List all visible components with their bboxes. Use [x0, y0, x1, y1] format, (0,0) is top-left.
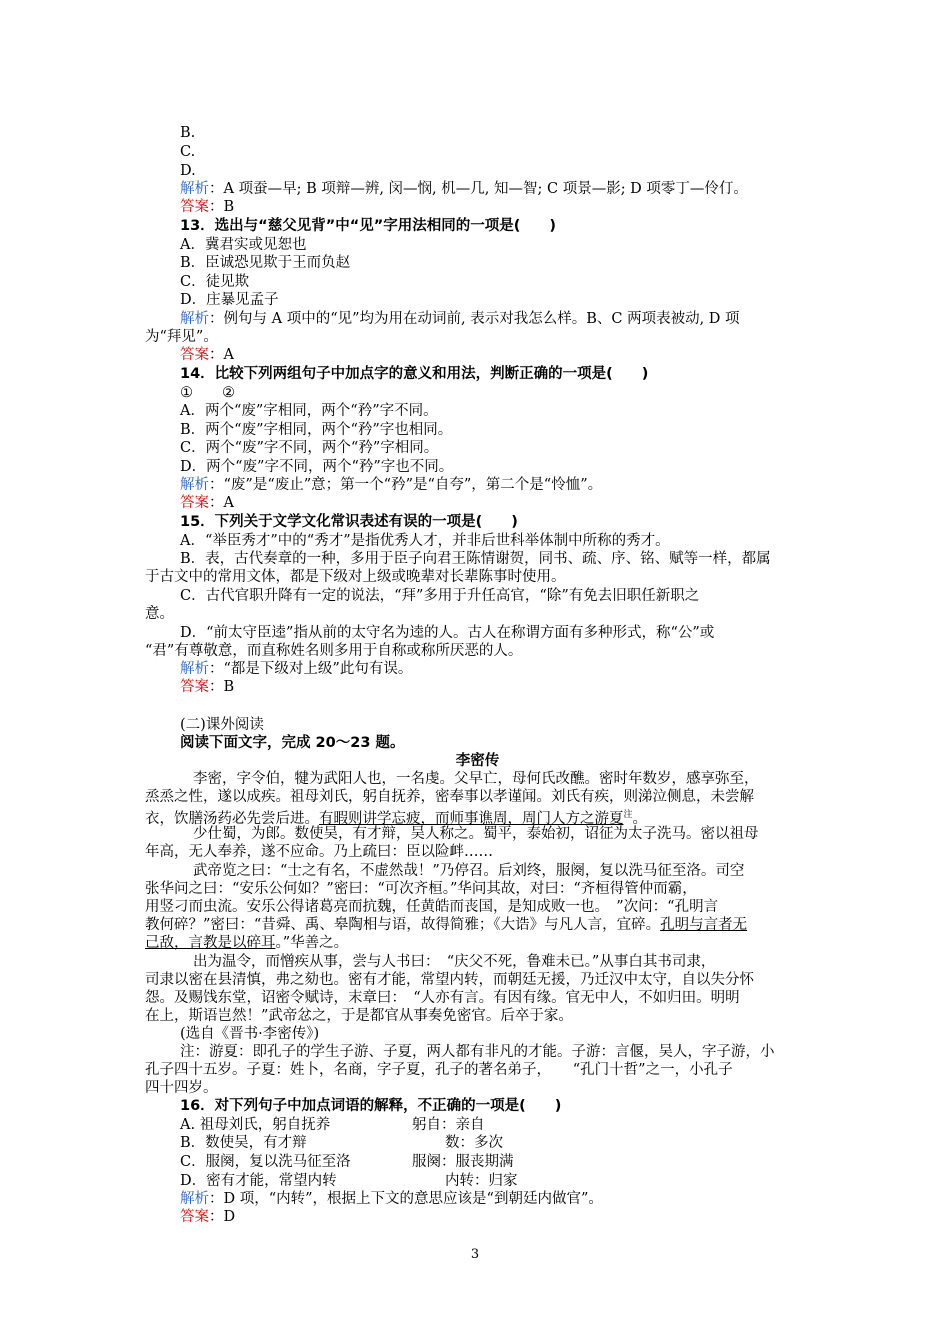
explanation-label: 解析 [180, 181, 209, 197]
option-gloss: 内转：归家 [445, 1173, 518, 1189]
note-marker: 注 [623, 810, 633, 820]
explanation-text: ：“都是下级对上级”此句有误。 [209, 661, 413, 677]
q16-option-b [180, 1134, 845, 1152]
option-sentence: C．服阕，复以洗马征至洛 [180, 1154, 351, 1170]
q14-option-c: C．两个“废”字不同，两个“矜”字相同。 [180, 440, 439, 456]
question-13: 13．选出与“慈父见背”中“见”字用法相同的一项是( ) [180, 218, 557, 234]
q15-option-a: A．“举臣秀才”中的“秀才”是指优秀人才，并非后世科举体制中所称的秀才。 [180, 533, 670, 549]
page-number: 3 [470, 1247, 480, 1262]
q15-option-b: B．表，古代奏章的一种，多用于臣子向君王陈情谢贺，同书、疏、序、铭、赋等一样，都属 [180, 551, 771, 567]
option-sentence: A. 祖母刘氏，躬自抚养 [180, 1117, 331, 1133]
q13-explanation [180, 310, 810, 328]
passage-p3-line4 [145, 916, 810, 934]
q16-option-a [180, 1116, 845, 1134]
q15-option-d: D．“前太守臣逵”指从前的太守名为逵的人。古人在称谓方面有多种形式，称“公”或 [180, 625, 715, 641]
passage-p4-line4: 在上，斯语岂然！”武帝忿之，于是都官从事奏免密官。后卒于家。 [145, 1008, 573, 1024]
passage-p1-line2: 烝烝之性，遂以成疾。祖母刘氏，躬自抚养，密奉事以孝谨闻。刘氏有疾，则涕泣侧息，未尝解 [145, 789, 754, 805]
passage-p4-line3: 怨。及赐饯东堂，诏密令赋诗，末章曰： “人亦有言。有因有缘。官无中人，不如归田。明明 [145, 990, 740, 1006]
explanation-label: 解析 [180, 477, 209, 493]
answer-text: ：A [209, 347, 234, 363]
passage-p1-line1: 李密，字令伯，犍为武阳人也，一名虔。父早亡，母何氏改醮。密时年数岁，感享弥至， [193, 771, 759, 787]
q13-option-c: C．徒见欺 [180, 274, 250, 290]
passage-text: 。 [632, 810, 648, 827]
footnote-line1: 注：游夏：即孔子的学生子游、子夏，两人都有非凡的才能。子游：言偃，吴人，字子游，小 [180, 1044, 775, 1060]
answer-14 [180, 494, 845, 512]
explanation-label: 解析 [180, 1191, 209, 1207]
q15-option-d-cont: “君”有尊敬意，而直称姓名则多用于自称或称所厌恶的人。 [145, 643, 523, 659]
explanation-text: ：例句与 A 项中的“见”均为用在动词前, 表示对我怎么样。B、C 两项表被动, D 项 [209, 311, 740, 327]
option-b-line: B. [180, 125, 196, 141]
answer-text: ：B [209, 679, 235, 695]
passage-p3-line5 [145, 934, 810, 952]
q14-option-d: D．两个“废”字不同，两个“矜”字也不同。 [180, 459, 454, 475]
answer-text: ：A [209, 495, 234, 511]
question-16: 16．对下列句子中加点词语的解释，不正确的一项是( ) [180, 1098, 562, 1114]
explanation-text: ：D 项，“内转”，根据上下文的意思应该是“到朝廷内做官”。 [209, 1191, 603, 1207]
underlined-sentence: 有暇则讲学忘疲，而师事谯周，周门人方之游夏 [319, 810, 624, 827]
option-sentence: B．数使吴，有才辩 [180, 1135, 307, 1151]
passage-text: 教何碎？”密曰：“昔舜、禹、皋陶相与语，故得简雅；《大诰》与凡人言，宜碎。 [145, 917, 661, 933]
section-instruction: 阅读下面文字，完成 20～23 题。 [180, 735, 405, 751]
q14-item-numbers: ① ② [180, 385, 235, 401]
q14-option-b: B．两个“废”字相同，两个“矜”字也相同。 [180, 422, 453, 438]
footnote-line2: 孔子四十五岁。子夏：姓卜，名商，字子夏，孔子的著名弟子， “孔门十哲”之一，小孔子 [145, 1062, 733, 1078]
question-14: 14．比较下列两组句子中加点字的意义和用法，判断正确的一项是( ) [180, 366, 649, 382]
answer-text: ：D [209, 1209, 236, 1225]
footnote-line3: 四十四岁。 [145, 1080, 218, 1096]
answer-15 [180, 678, 845, 696]
option-sentence: D．密有才能，常望内转 [180, 1173, 337, 1189]
option-d-line: D. [180, 163, 196, 179]
option-gloss: 数：多次 [445, 1135, 503, 1151]
answer-label: 答案 [180, 679, 209, 695]
q16-option-d [180, 1172, 845, 1190]
answer-text: ：B [209, 199, 235, 215]
passage-p4-line2: 司隶以密在县清慎，弗之劾也。密有才能，常望内转，而朝廷无援，乃迁汉中太守，自以失分怀 [145, 972, 754, 988]
option-gloss: 躬自：亲自 [412, 1117, 485, 1133]
question-15: 15．下列关于文学文化常识表述有误的一项是( ) [180, 514, 518, 530]
answer-label: 答案 [180, 347, 209, 363]
passage-p2-line2: 年高，无人奉养，遂不应命。乃上疏曰：臣以险衅…… [145, 844, 493, 860]
q13-option-d: D．庄暴见孟子 [180, 292, 279, 308]
option-gloss: 服阕：服丧期满 [412, 1154, 514, 1170]
explanation-12 [180, 180, 845, 198]
answer-label: 答案 [180, 1209, 209, 1225]
explanation-label: 解析 [180, 661, 209, 677]
passage-text: 衣，饮膳汤药必先尝后进。 [145, 810, 319, 827]
passage-p4-line1: 出为温令，而憎疾从事，尝与人书曰： “庆父不死，鲁难未已。”从事白其书司隶， [193, 954, 716, 970]
answer-label: 答案 [180, 495, 209, 511]
underlined-sentence: 孔明与言者无 [660, 917, 748, 933]
explanation-text: ：“废”是“废止”意；第一个“矜”是“自夸”，第二个是“怜恤”。 [209, 477, 603, 493]
passage-p3-line2: 张华问之曰：“安乐公何如？”密曰：“可次齐桓。”华问其故，对曰：“齐桓得管仲而霸， [145, 881, 697, 897]
underlined-sentence: 己敌，言教是以碎耳 [145, 935, 276, 951]
q14-option-a: A．两个“废”字相同，两个“矜”字不同。 [180, 403, 438, 419]
answer-16 [180, 1208, 845, 1226]
q15-option-b-cont: 于古文中的常用文体，都是下级对上级或晚辈对长辈陈事时使用。 [145, 569, 566, 585]
q15-option-c-cont: 意。 [145, 606, 174, 622]
section-heading: (二)课外阅读 [180, 717, 264, 733]
answer-12 [180, 198, 845, 216]
explanation-text: ：A 项蚕—早; B 项辩—辨, 闵—悯, 机—几, 知—智; C 项景—影; D 项零丁—伶仃。 [209, 181, 748, 197]
passage-source: (选自《晋书·李密传》) [180, 1026, 320, 1042]
option-c-line: C. [180, 144, 196, 160]
q16-explanation [180, 1190, 845, 1208]
passage-text: 。”华善之。 [275, 935, 349, 951]
passage-title: 李密传 [455, 753, 500, 769]
passage-p2-line1: 少仕蜀，为郎。数使吴，有才辩，吴人称之。蜀平，泰始初，诏征为太子洗马。密以祖母 [193, 826, 759, 842]
passage-p3-line1: 武帝览之曰：“士之有名，不虚然哉！”乃停召。后刘终，服阕，复以洗马征至洛。司空 [193, 863, 745, 879]
answer-13 [180, 346, 845, 364]
answer-label: 答案 [180, 199, 209, 215]
q14-explanation [180, 476, 845, 494]
explanation-label: 解析 [180, 311, 209, 327]
q15-option-c: C．古代官职升降有一定的说法，“拜”多用于升任高官，“除”有免去旧职任新职之 [180, 588, 700, 604]
q13-option-a: A．冀君实或见恕也 [180, 237, 307, 253]
q16-option-c [180, 1153, 845, 1171]
passage-p3-line3: 用竖刁而虫流。安乐公得诸葛亮而抗魏，任黄皓而丧国，是知成败一也。 ”次问：“孔明言 [145, 899, 719, 915]
q13-explanation-cont: 为“拜见”。 [145, 329, 218, 345]
q13-option-b: B．臣诚恐见欺于王而负赵 [180, 255, 351, 271]
q15-explanation [180, 660, 845, 678]
